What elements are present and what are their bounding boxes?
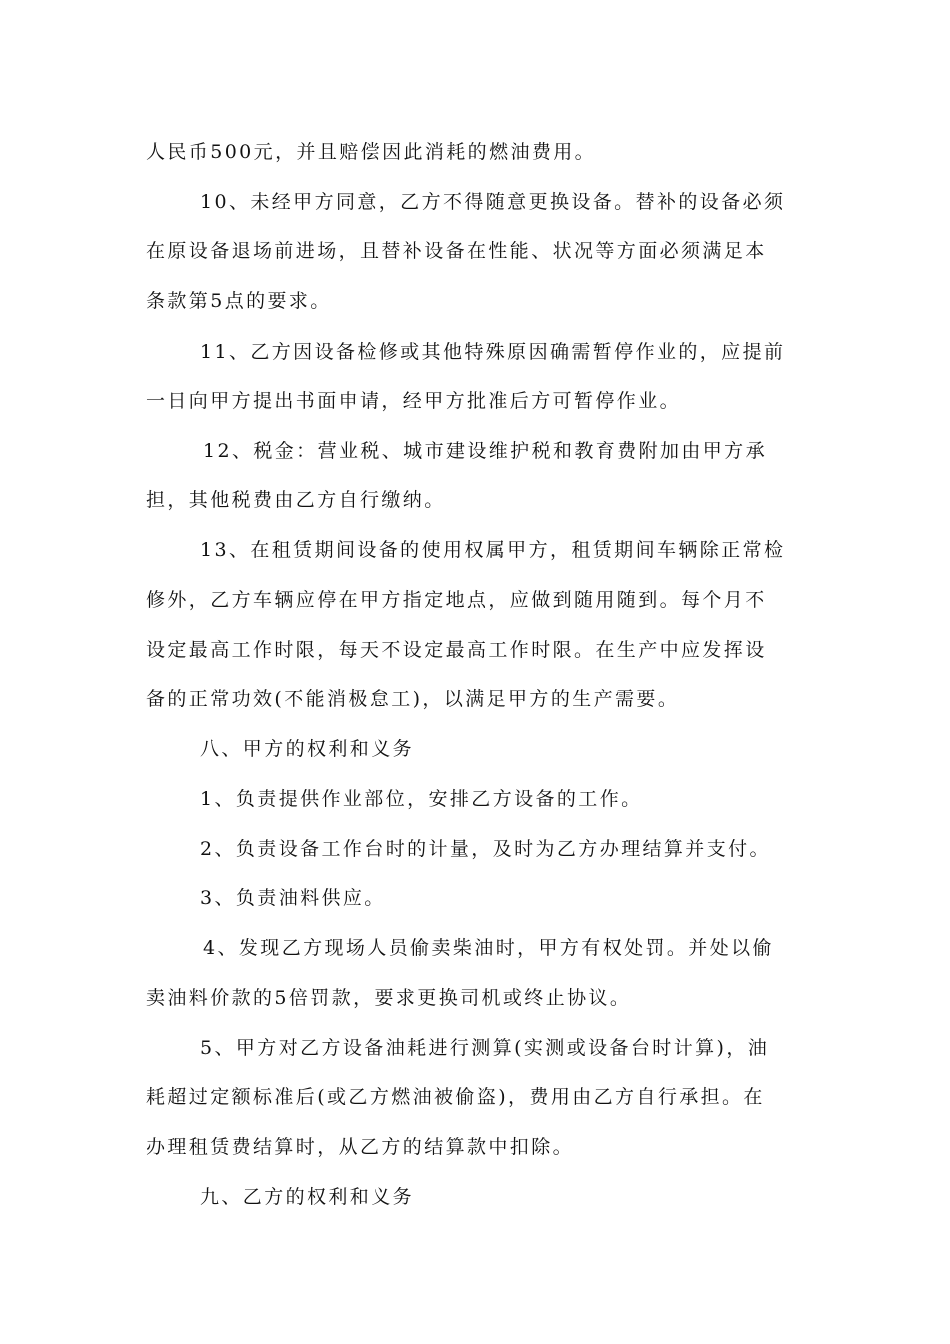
- section-heading: 九、乙方的权利和义务: [200, 1186, 415, 1208]
- text-line: 3、负责油料供应。: [200, 887, 386, 909]
- section-heading: 八、甲方的权利和义务: [200, 738, 415, 760]
- text-line: 10、未经甲方同意，乙方不得随意更换设备。替补的设备必须: [200, 191, 786, 213]
- text-line: 12、税金：营业税、城市建设维护税和教育费附加由甲方承: [203, 440, 767, 462]
- text-line: 11、乙方因设备检修或其他特殊原因确需暂停作业的，应提前: [200, 341, 786, 363]
- text-line: 备的正常功效(不能消极怠工)，以满足甲方的生产需要。: [146, 688, 680, 710]
- text-line: 担，其他税费由乙方自行缴纳。: [146, 489, 446, 511]
- text-line: 设定最高工作时限，每天不设定最高工作时限。在生产中应发挥设: [146, 639, 767, 661]
- text-line: 13、在租赁期间设备的使用权属甲方，租赁期间车辆除正常检: [200, 539, 786, 561]
- text-line: 人民币500元，并且赔偿因此消耗的燃油费用。: [146, 141, 597, 163]
- text-line: 5、甲方对乙方设备油耗进行测算(实测或设备台时计算)，油: [200, 1037, 770, 1059]
- text-line: 1、负责提供作业部位，安排乙方设备的工作。: [200, 788, 643, 810]
- text-line: 4、发现乙方现场人员偷卖柴油时，甲方有权处罚。并处以偷: [203, 937, 774, 959]
- text-line: 一日向甲方提出书面申请，经甲方批准后方可暂停作业。: [146, 390, 682, 412]
- text-line: 条款第5点的要求。: [146, 290, 332, 312]
- text-line: 修外，乙方车辆应停在甲方指定地点，应做到随用随到。每个月不: [146, 589, 767, 611]
- text-line: 办理租赁费结算时，从乙方的结算款中扣除。: [146, 1136, 575, 1158]
- text-line: 在原设备退场前进场，且替补设备在性能、状况等方面必须满足本: [146, 240, 767, 262]
- text-line: 2、负责设备工作台时的计量，及时为乙方办理结算并支付。: [200, 838, 771, 860]
- text-line: 卖油料价款的5倍罚款，要求更换司机或终止协议。: [146, 987, 632, 1009]
- text-line: 耗超过定额标准后(或乙方燃油被偷盗)，费用由乙方自行承担。在: [146, 1086, 765, 1108]
